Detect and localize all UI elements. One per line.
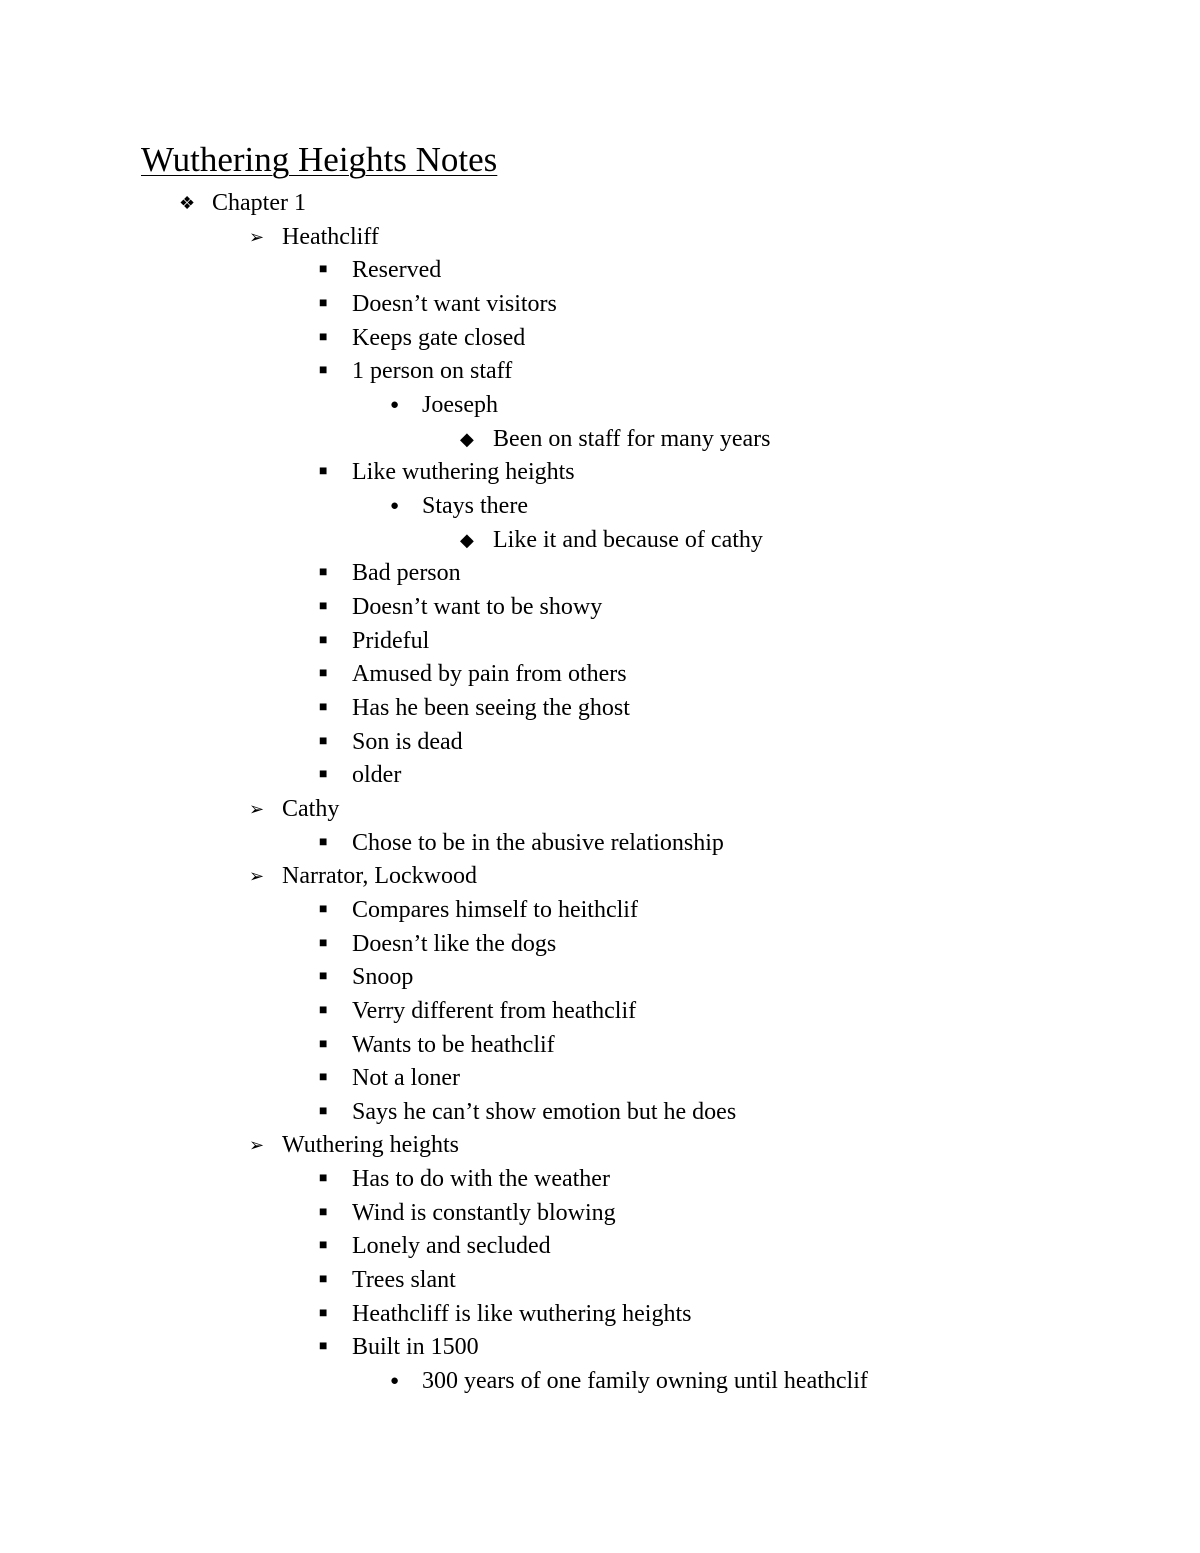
circle-bullet-icon: ●	[390, 1373, 400, 1390]
square-bullet-icon: ■	[319, 598, 328, 614]
list-item-text: Prideful	[352, 627, 430, 654]
arrowhead-bullet-icon: ➢	[249, 226, 265, 247]
square-bullet-icon: ■	[319, 1070, 328, 1086]
list-item-text: Chapter 1	[212, 190, 306, 216]
list-item-text: Like it and because of cathy	[493, 526, 763, 553]
list-item-text: older	[352, 762, 402, 789]
circle-bullet-icon: ●	[390, 396, 400, 413]
square-bullet-icon: ■	[319, 1238, 328, 1254]
list-item-text: Has he been seeing the ghost	[352, 694, 630, 721]
square-bullet-icon: ■	[319, 363, 328, 379]
list-item-text: Built in 1500	[352, 1334, 479, 1361]
list-item-text: Cathy	[282, 795, 340, 822]
arrowhead-bullet-icon: ➢	[249, 1135, 265, 1156]
diamond-star-bullet-icon: ❖	[179, 193, 196, 213]
square-bullet-icon: ■	[319, 699, 328, 715]
list-item-text: Narrator, Lockwood	[282, 863, 477, 890]
arrowhead-bullet-icon: ➢	[249, 798, 265, 819]
list-item-text: Lonely and secluded	[352, 1233, 551, 1260]
list-item-text: Compares himself to heithclif	[352, 896, 638, 923]
square-bullet-icon: ■	[319, 767, 328, 783]
square-bullet-icon: ■	[319, 329, 328, 345]
list-item-text: Chose to be in the abusive relationship	[352, 829, 724, 856]
square-bullet-icon: ■	[319, 262, 328, 278]
list-item-text: Heathcliff	[282, 223, 379, 250]
square-bullet-icon: ■	[319, 901, 328, 917]
list-item-text: Wind is constantly blowing	[352, 1199, 616, 1226]
list-item-text: 1 person on staff	[352, 358, 513, 385]
list-item-text: Like wuthering heights	[352, 459, 575, 486]
list-item-text: Wuthering heights	[282, 1132, 459, 1159]
list-item-text: Amused by pain from others	[352, 661, 627, 688]
list-item-text: Stays there	[422, 492, 528, 519]
square-bullet-icon: ■	[319, 834, 328, 850]
list-item-text: Not a loner	[352, 1065, 460, 1092]
list-item-text: Verry different from heathclif	[352, 997, 637, 1024]
diamond-bullet-icon: ◆	[460, 428, 474, 449]
list-item-text: Has to do with the weather	[352, 1166, 610, 1193]
diamond-bullet-icon: ◆	[460, 529, 474, 550]
square-bullet-icon: ■	[319, 935, 328, 951]
list-item-text: 300 years of one family owning until heathclif	[422, 1368, 868, 1395]
circle-bullet-icon: ●	[390, 497, 400, 514]
page-title: Wuthering Heights Notes	[141, 140, 498, 179]
list-item-text: Reserved	[352, 257, 442, 284]
square-bullet-icon: ■	[319, 632, 328, 648]
square-bullet-icon: ■	[319, 464, 328, 480]
square-bullet-icon: ■	[319, 1305, 328, 1321]
list-item-text: Been on staff for many years	[493, 425, 771, 452]
list-item-text: Says he can’t show emotion but he does	[352, 1098, 737, 1125]
square-bullet-icon: ■	[319, 1171, 328, 1187]
list-item-text: Doesn’t like the dogs	[352, 930, 557, 957]
square-bullet-icon: ■	[319, 1002, 328, 1018]
square-bullet-icon: ■	[319, 1204, 328, 1220]
square-bullet-icon: ■	[319, 295, 328, 311]
list-item-text: Son is dead	[352, 728, 463, 755]
list-item-text: Doesn’t want visitors	[352, 290, 557, 317]
list-item-text: Trees slant	[352, 1267, 456, 1294]
arrowhead-bullet-icon: ➢	[249, 866, 265, 887]
list-item-text: Joeseph	[422, 391, 498, 418]
square-bullet-icon: ■	[319, 1036, 328, 1052]
square-bullet-icon: ■	[319, 969, 328, 985]
square-bullet-icon: ■	[319, 1103, 328, 1119]
list-item-text: Wants to be heathclif	[352, 1031, 555, 1058]
list-item-text: Keeps gate closed	[352, 324, 526, 351]
square-bullet-icon: ■	[319, 1272, 328, 1288]
list-item-text: Heathcliff is like wuthering heights	[352, 1300, 692, 1327]
square-bullet-icon: ■	[319, 1339, 328, 1355]
square-bullet-icon: ■	[319, 733, 328, 749]
list-item-text: Snoop	[352, 964, 414, 991]
list-item-text: Bad person	[352, 560, 461, 587]
list-item-text: Doesn’t want to be showy	[352, 593, 603, 620]
square-bullet-icon: ■	[319, 666, 328, 682]
square-bullet-icon: ■	[319, 565, 328, 581]
